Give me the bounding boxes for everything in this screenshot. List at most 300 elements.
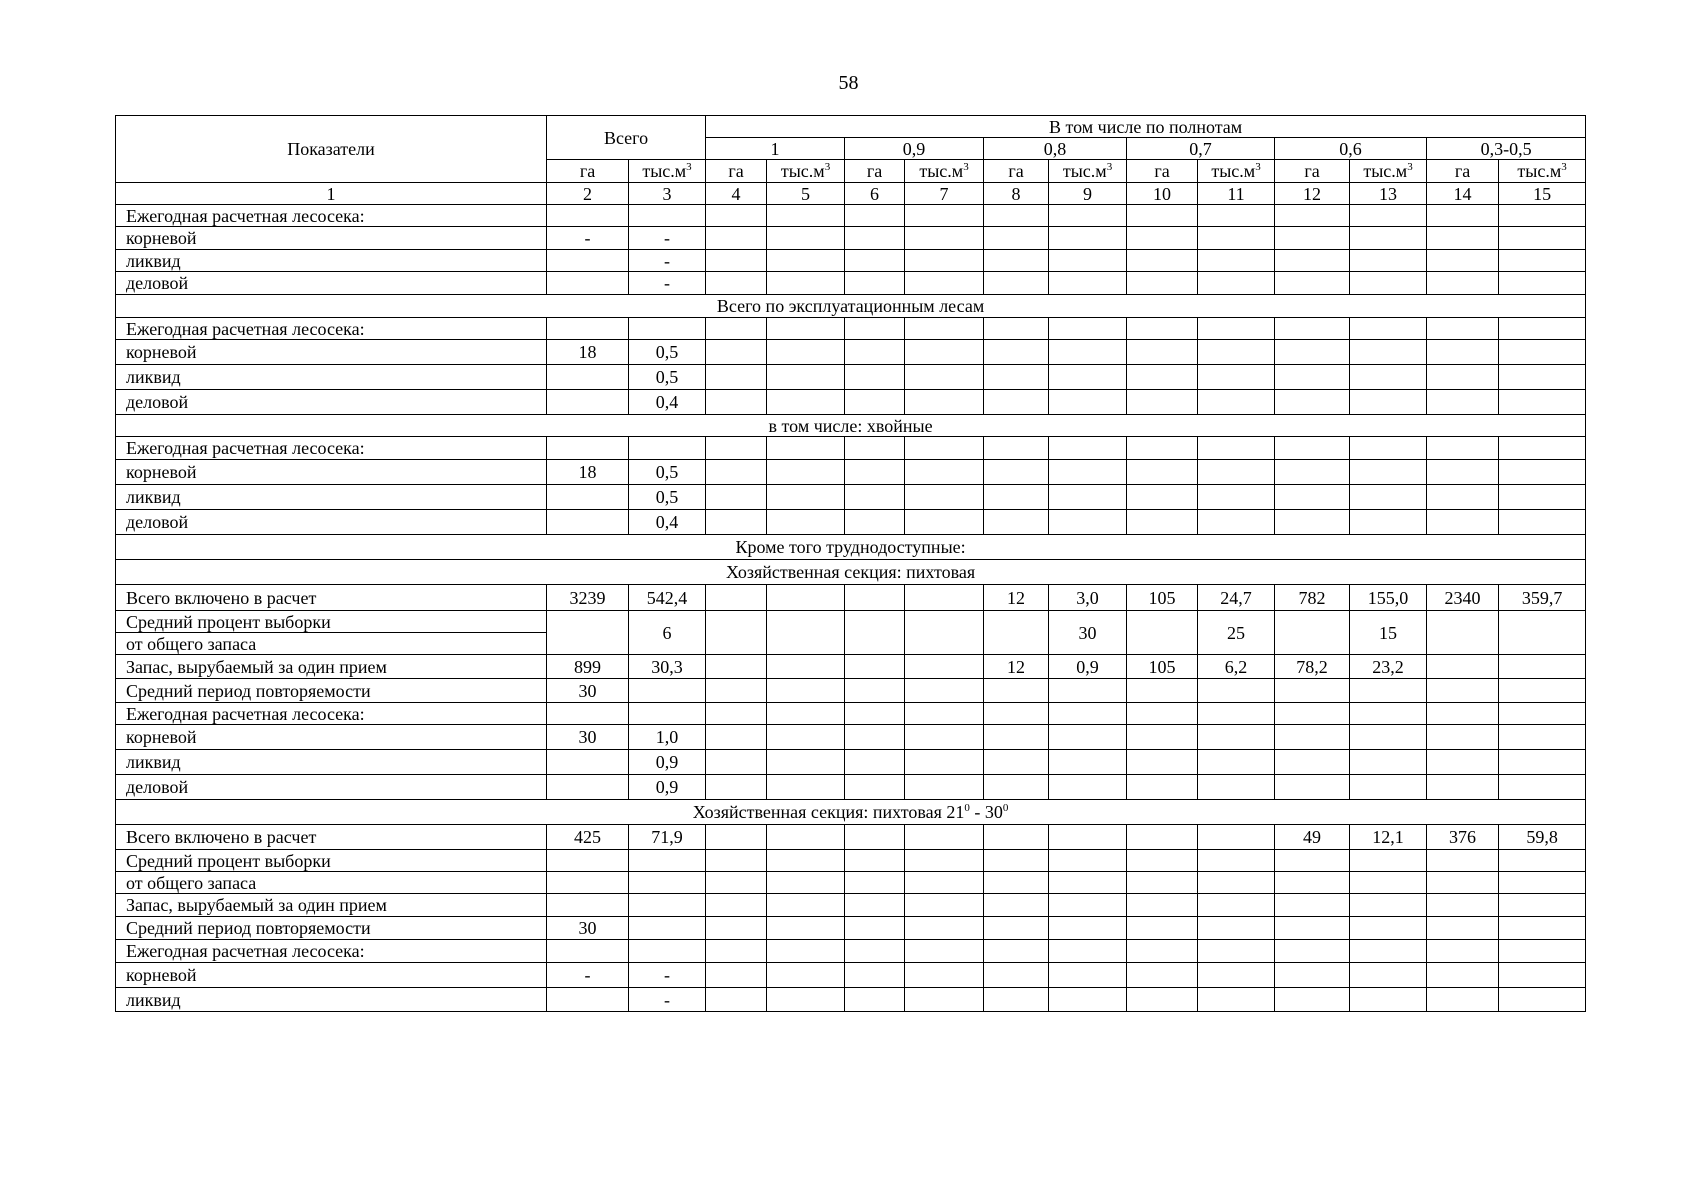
table-row [116, 460, 1586, 485]
value-cell [1350, 894, 1427, 917]
value-cell [1499, 460, 1586, 485]
column-number: 5 [767, 183, 845, 205]
value-cell [905, 963, 984, 988]
value-cell [1427, 510, 1499, 535]
value-cell [767, 679, 845, 703]
value-cell [1427, 365, 1499, 390]
value-cell [767, 460, 845, 485]
value-cell [1275, 510, 1350, 535]
value-cell [1049, 390, 1127, 415]
value-cell [984, 227, 1049, 250]
value-cell [1198, 365, 1275, 390]
value-cell [984, 850, 1049, 872]
value-cell [1350, 940, 1427, 963]
value-cell [845, 460, 905, 485]
value-cell [905, 894, 984, 917]
value-cell [706, 703, 767, 725]
value-cell [1127, 460, 1198, 485]
value-cell [1198, 272, 1275, 295]
value-cell [1198, 775, 1275, 800]
unit-area: га [1427, 160, 1499, 183]
value-cell [1427, 940, 1499, 963]
table-row [116, 272, 1586, 295]
value-cell [1198, 340, 1275, 365]
value-cell [629, 318, 706, 340]
value-cell [1275, 894, 1350, 917]
value-cell [706, 775, 767, 800]
value-cell [984, 460, 1049, 485]
value-cell: 30,3 [629, 655, 706, 679]
value-cell [1499, 725, 1586, 750]
value-cell [706, 679, 767, 703]
value-cell: - [547, 963, 629, 988]
value-cell: 3,0 [1049, 585, 1127, 611]
value-cell: 899 [547, 655, 629, 679]
value-cell: - [629, 963, 706, 988]
value-cell [984, 725, 1049, 750]
value-cell [767, 850, 845, 872]
value-cell [629, 894, 706, 917]
value-cell [1350, 775, 1427, 800]
value-cell: 105 [1127, 585, 1198, 611]
section-row [116, 415, 1586, 437]
value-cell [1275, 250, 1350, 272]
unit-volume-cell [1049, 160, 1127, 183]
value-cell [706, 940, 767, 963]
row-label: Запас, вырубаемый за один прием [116, 655, 547, 679]
value-cell: 1,0 [629, 725, 706, 750]
table-row [116, 365, 1586, 390]
value-cell [1127, 703, 1198, 725]
value-cell [984, 988, 1049, 1012]
value-cell [845, 250, 905, 272]
value-cell [1198, 825, 1275, 850]
row-label: ликвид [116, 365, 547, 390]
section-header: в том числе: хвойные [116, 415, 1586, 437]
value-cell: 30 [1049, 611, 1127, 655]
value-cell [547, 894, 629, 917]
degree-superscript: 0 [1002, 802, 1009, 814]
value-cell [1127, 272, 1198, 295]
value-cell [984, 205, 1049, 227]
table-row [116, 510, 1586, 535]
value-cell [1350, 510, 1427, 535]
value-cell [1499, 775, 1586, 800]
row-label: корневой [116, 963, 547, 988]
value-cell [1198, 872, 1275, 894]
value-cell [905, 318, 984, 340]
column-number: 6 [845, 183, 905, 205]
value-cell [706, 227, 767, 250]
value-cell [1198, 850, 1275, 872]
value-cell [984, 318, 1049, 340]
value-cell: 105 [1127, 655, 1198, 679]
value-cell [767, 894, 845, 917]
value-cell [1350, 272, 1427, 295]
value-cell: 0,4 [629, 390, 706, 415]
value-cell [1198, 725, 1275, 750]
value-cell [1127, 963, 1198, 988]
unit-volume-cell [1198, 160, 1275, 183]
value-cell [706, 585, 767, 611]
value-cell [1427, 318, 1499, 340]
value-cell [1049, 725, 1127, 750]
value-cell [767, 917, 845, 940]
value-cell [984, 390, 1049, 415]
value-cell [1127, 611, 1198, 655]
value-cell [1275, 340, 1350, 365]
value-cell [629, 940, 706, 963]
density-header: 1 [706, 138, 845, 160]
value-cell [1275, 703, 1350, 725]
value-cell [1275, 679, 1350, 703]
value-cell [905, 390, 984, 415]
value-cell [1127, 940, 1198, 963]
value-cell [1499, 703, 1586, 725]
value-cell [984, 872, 1049, 894]
column-number: 2 [547, 183, 629, 205]
value-cell [1049, 917, 1127, 940]
row-label: от общего запаса [116, 633, 547, 655]
value-cell [1127, 365, 1198, 390]
indicators-header: Показатели [116, 116, 547, 183]
value-cell [1049, 894, 1127, 917]
value-cell: 25 [1198, 611, 1275, 655]
value-cell [767, 725, 845, 750]
value-cell [1127, 679, 1198, 703]
value-cell [984, 750, 1049, 775]
value-cell [1049, 205, 1127, 227]
unit-area: га [1275, 160, 1350, 183]
value-cell [984, 775, 1049, 800]
table-row [116, 775, 1586, 800]
table-row [116, 940, 1586, 963]
table-row [116, 825, 1586, 850]
column-number: 11 [1198, 183, 1275, 205]
value-cell [1127, 850, 1198, 872]
value-cell [1127, 437, 1198, 460]
value-cell [845, 825, 905, 850]
unit-volume: тыс.м [1517, 161, 1562, 181]
unit-volume-superscript: 3 [1561, 161, 1567, 173]
value-cell [1499, 365, 1586, 390]
value-cell [706, 205, 767, 227]
value-cell [1427, 272, 1499, 295]
value-cell [1350, 850, 1427, 872]
value-cell [1198, 894, 1275, 917]
table-row [116, 679, 1586, 703]
value-cell: 0,5 [629, 365, 706, 390]
value-cell [905, 872, 984, 894]
value-cell [905, 272, 984, 295]
value-cell [706, 988, 767, 1012]
value-cell [1499, 390, 1586, 415]
value-cell [1127, 340, 1198, 365]
value-cell [1350, 485, 1427, 510]
value-cell [1427, 485, 1499, 510]
value-cell [1127, 988, 1198, 1012]
value-cell [706, 318, 767, 340]
value-cell [767, 272, 845, 295]
value-cell [1350, 725, 1427, 750]
column-number: 7 [905, 183, 984, 205]
value-cell [767, 750, 845, 775]
value-cell [1198, 437, 1275, 460]
value-cell [1350, 340, 1427, 365]
value-cell [706, 485, 767, 510]
value-cell [984, 250, 1049, 272]
value-cell [845, 917, 905, 940]
value-cell [1427, 655, 1499, 679]
value-cell [1198, 227, 1275, 250]
value-cell [1127, 318, 1198, 340]
section-row [116, 535, 1586, 560]
unit-volume: тыс.м [1211, 161, 1256, 181]
unit-volume-cell [629, 160, 706, 183]
value-cell [1499, 940, 1586, 963]
value-cell [984, 485, 1049, 510]
value-cell [1198, 485, 1275, 510]
table-row [116, 963, 1586, 988]
value-cell [1350, 988, 1427, 1012]
value-cell [767, 655, 845, 679]
header-row-numbers [116, 183, 1586, 205]
value-cell [547, 365, 629, 390]
value-cell [1198, 940, 1275, 963]
value-cell [1275, 963, 1350, 988]
value-cell [1198, 917, 1275, 940]
value-cell [767, 703, 845, 725]
table-row [116, 850, 1586, 872]
value-cell [1049, 227, 1127, 250]
section-header: Всего по эксплуатационным лесам [116, 295, 1586, 318]
column-number: 9 [1049, 183, 1127, 205]
value-cell [1427, 679, 1499, 703]
value-cell: 12 [984, 655, 1049, 679]
value-cell [1275, 272, 1350, 295]
unit-volume-superscript: 3 [1407, 161, 1413, 173]
column-number: 4 [706, 183, 767, 205]
section-row [116, 295, 1586, 318]
value-cell [767, 205, 845, 227]
value-cell [1127, 510, 1198, 535]
value-cell [1350, 917, 1427, 940]
value-cell [984, 963, 1049, 988]
value-cell: 6 [629, 611, 706, 655]
value-cell [1427, 703, 1499, 725]
value-cell [1275, 850, 1350, 872]
value-cell [547, 872, 629, 894]
value-cell [706, 963, 767, 988]
value-cell [1198, 703, 1275, 725]
value-cell [1049, 940, 1127, 963]
value-cell [1427, 775, 1499, 800]
value-cell [1127, 825, 1198, 850]
value-cell: 0,4 [629, 510, 706, 535]
value-cell [1198, 205, 1275, 227]
value-cell [1350, 205, 1427, 227]
value-cell [1350, 318, 1427, 340]
table-row [116, 340, 1586, 365]
value-cell [1499, 872, 1586, 894]
column-number: 13 [1350, 183, 1427, 205]
value-cell [706, 725, 767, 750]
value-cell [845, 703, 905, 725]
value-cell [1427, 917, 1499, 940]
value-cell: 376 [1427, 825, 1499, 850]
density-header: 0,7 [1127, 138, 1275, 160]
value-cell [1049, 365, 1127, 390]
row-label: корневой [116, 725, 547, 750]
value-cell [984, 437, 1049, 460]
value-cell [845, 750, 905, 775]
value-cell [845, 655, 905, 679]
value-cell [547, 390, 629, 415]
row-label: ликвид [116, 988, 547, 1012]
unit-area: га [1127, 160, 1198, 183]
header-row-1 [116, 116, 1586, 138]
value-cell [767, 775, 845, 800]
value-cell [1127, 227, 1198, 250]
value-cell: - [629, 250, 706, 272]
value-cell: 59,8 [1499, 825, 1586, 850]
forest-cutting-table [115, 115, 1586, 1012]
value-cell [547, 703, 629, 725]
value-cell [767, 437, 845, 460]
value-cell [1049, 825, 1127, 850]
value-cell [1499, 485, 1586, 510]
value-cell [1350, 963, 1427, 988]
value-cell [905, 585, 984, 611]
value-cell: - [547, 227, 629, 250]
value-cell [1049, 460, 1127, 485]
value-cell [706, 655, 767, 679]
value-cell [905, 510, 984, 535]
value-cell [845, 611, 905, 655]
value-cell [767, 365, 845, 390]
value-cell: 0,5 [629, 485, 706, 510]
value-cell [905, 437, 984, 460]
value-cell [845, 679, 905, 703]
value-cell [845, 365, 905, 390]
value-cell [547, 775, 629, 800]
table-row [116, 611, 1586, 633]
table-row [116, 655, 1586, 679]
value-cell [1427, 725, 1499, 750]
value-cell [1275, 940, 1350, 963]
value-cell [706, 250, 767, 272]
value-cell: 18 [547, 340, 629, 365]
column-number: 1 [116, 183, 547, 205]
value-cell [845, 205, 905, 227]
value-cell [1427, 250, 1499, 272]
value-cell: 12,1 [1350, 825, 1427, 850]
value-cell [1499, 318, 1586, 340]
value-cell [1275, 365, 1350, 390]
value-cell [1049, 485, 1127, 510]
value-cell: 15 [1350, 611, 1427, 655]
value-cell [1350, 872, 1427, 894]
row-label: Ежегодная расчетная лесосека: [116, 437, 547, 460]
row-label: корневой [116, 340, 547, 365]
row-label: деловой [116, 775, 547, 800]
value-cell [845, 485, 905, 510]
value-cell [1049, 750, 1127, 775]
value-cell: 23,2 [1350, 655, 1427, 679]
value-cell [767, 390, 845, 415]
value-cell: 30 [547, 725, 629, 750]
value-cell [767, 510, 845, 535]
column-number: 15 [1499, 183, 1586, 205]
value-cell [1198, 250, 1275, 272]
value-cell [1275, 460, 1350, 485]
value-cell [706, 850, 767, 872]
value-cell [547, 318, 629, 340]
table-row [116, 318, 1586, 340]
value-cell [1049, 510, 1127, 535]
value-cell [845, 437, 905, 460]
value-cell [984, 365, 1049, 390]
value-cell [1427, 963, 1499, 988]
value-cell [1350, 460, 1427, 485]
unit-volume: тыс.м [1062, 161, 1107, 181]
row-label: Ежегодная расчетная лесосека: [116, 205, 547, 227]
unit-area: га [547, 160, 629, 183]
row-label: ликвид [116, 750, 547, 775]
column-number: 8 [984, 183, 1049, 205]
value-cell [905, 917, 984, 940]
value-cell [1499, 963, 1586, 988]
value-cell [706, 390, 767, 415]
column-number: 12 [1275, 183, 1350, 205]
value-cell [1127, 894, 1198, 917]
section-row [116, 800, 1586, 825]
value-cell [1127, 750, 1198, 775]
density-header: 0,3-0,5 [1427, 138, 1586, 160]
value-cell [845, 227, 905, 250]
value-cell [547, 205, 629, 227]
value-cell [845, 585, 905, 611]
value-cell [767, 318, 845, 340]
value-cell [1350, 365, 1427, 390]
value-cell [905, 250, 984, 272]
value-cell [1499, 250, 1586, 272]
value-cell [767, 585, 845, 611]
row-label: Средний период повторяемости [116, 917, 547, 940]
value-cell [1127, 725, 1198, 750]
value-cell [845, 725, 905, 750]
unit-volume: тыс.м [642, 161, 687, 181]
unit-volume: тыс.м [780, 161, 825, 181]
value-cell [1127, 917, 1198, 940]
value-cell [1499, 917, 1586, 940]
value-cell [845, 988, 905, 1012]
value-cell [1499, 340, 1586, 365]
value-cell [1499, 988, 1586, 1012]
value-cell [1198, 963, 1275, 988]
value-cell [706, 750, 767, 775]
value-cell [845, 318, 905, 340]
value-cell [706, 510, 767, 535]
value-cell: 24,7 [1198, 585, 1275, 611]
value-cell: 782 [1275, 585, 1350, 611]
unit-volume-superscript: 3 [1106, 161, 1113, 173]
value-cell [767, 963, 845, 988]
value-cell: 0,5 [629, 340, 706, 365]
value-cell: 0,9 [629, 775, 706, 800]
value-cell [1275, 750, 1350, 775]
row-label: деловой [116, 272, 547, 295]
